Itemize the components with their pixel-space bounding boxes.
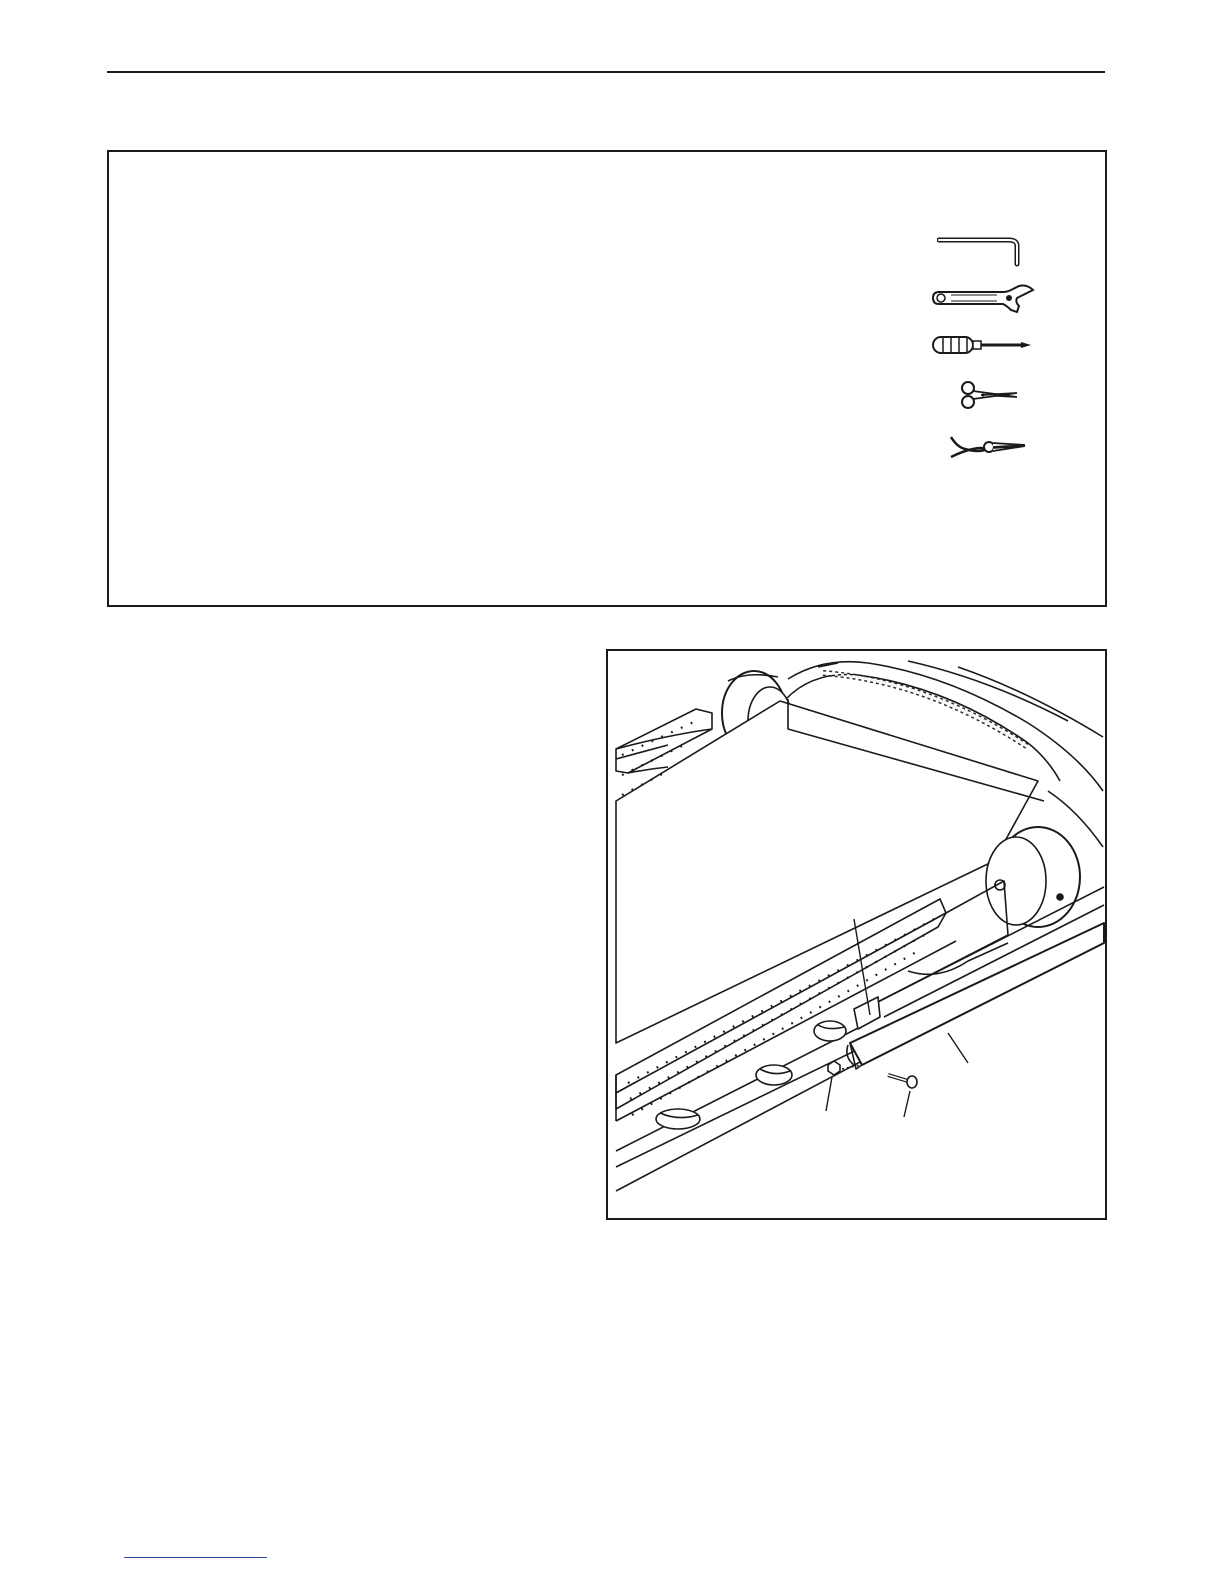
- phillips-screwdriver-icon: [929, 332, 1039, 358]
- nut: [828, 1061, 840, 1075]
- footer-link-underline[interactable]: [124, 1557, 267, 1558]
- roller-cover: [854, 997, 880, 1029]
- needlenose-pliers-icon: [947, 427, 1029, 461]
- hex-key-icon: [937, 234, 1021, 268]
- tools-box: [107, 150, 1107, 607]
- scissors-icon: [959, 380, 1021, 410]
- header-rule: [107, 71, 1105, 73]
- treadmill-drawing: [608, 651, 1105, 1218]
- assembly-figure: [606, 649, 1107, 1220]
- adjustable-wrench-icon: [929, 282, 1039, 316]
- bolt: [888, 1075, 917, 1088]
